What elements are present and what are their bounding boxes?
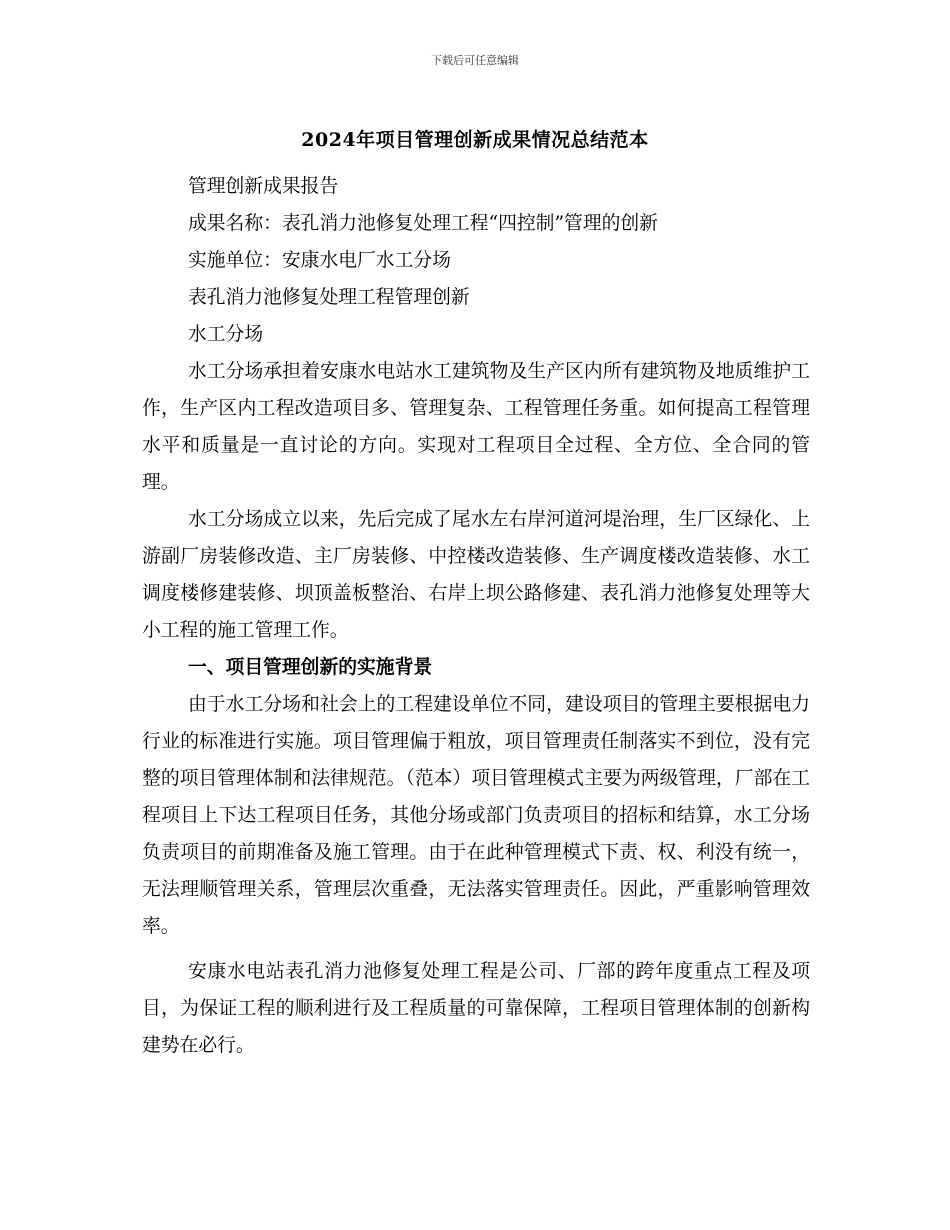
page-header-note: 下载后可任意编辑 bbox=[431, 54, 519, 67]
background-paragraph: 由于水工分场和社会上的工程建设单位不同，建设项目的管理主要根据电力行业的标准进行实施。项目管理偏于粗放，项目管理责任制落实不到位，没有完整的项目管理体制和法律规范。（范本）项目管理模式主要为两级管理，厂部在工程项目上下达工程项目任务，其他分场或部门负责项目的招标和结算，水工分场负责项目的前期准备及施工管理。由于在此种管理模式下责、权、利没有统一，无法理顺管理关系，管理层次重叠，无法落实管理责任。因此，严重影响管理效率。 bbox=[142, 694, 810, 937]
document-body bbox=[142, 168, 810, 1064]
report-type-line: 管理创新成果报告 bbox=[188, 176, 339, 197]
document-title: 2024年项目管理创新成果情况总结范本 bbox=[301, 129, 649, 151]
department-line: 水工分场 bbox=[188, 324, 264, 345]
implementing-unit-line: 实施单位：安康水电厂水工分场 bbox=[188, 250, 451, 271]
section-heading: 一、项目管理创新的实施背景 bbox=[188, 656, 433, 678]
necessity-paragraph: 安康水电站表孔消力池修复处理工程是公司、厂部的跨年度重点工程及项目，为保证工程的顺利进行及工程质量的可靠保障，工程项目管理体制的创新构建势在必行。 bbox=[142, 961, 810, 1056]
history-paragraph: 水工分场成立以来，先后完成了尾水左右岸河道河堤治理，生厂区绿化、上游副厂房装修改造、主厂房装修、中控楼改造装修、生产调度楼改造装修、水工调度楼修建装修、坝顶盖板整治、右岸上坝公路修建、表孔消力池修复处理等大小工程的施工管理工作。 bbox=[142, 509, 810, 641]
achievement-name-line: 成果名称：表孔消力池修复处理工程“四控制”管理的创新 bbox=[188, 213, 658, 234]
project-subtitle-line: 表孔消力池修复处理工程管理创新 bbox=[188, 287, 470, 308]
intro-paragraph: 水工分场承担着安康水电站水工建筑物及生产区内所有建筑物及地质维护工作，生产区内工程改造项目多、管理复杂、工程管理任务重。如何提高工程管理水平和质量是一直讨论的方向。实现对工程项目全过程、全方位、全合同的管理。 bbox=[142, 361, 810, 493]
